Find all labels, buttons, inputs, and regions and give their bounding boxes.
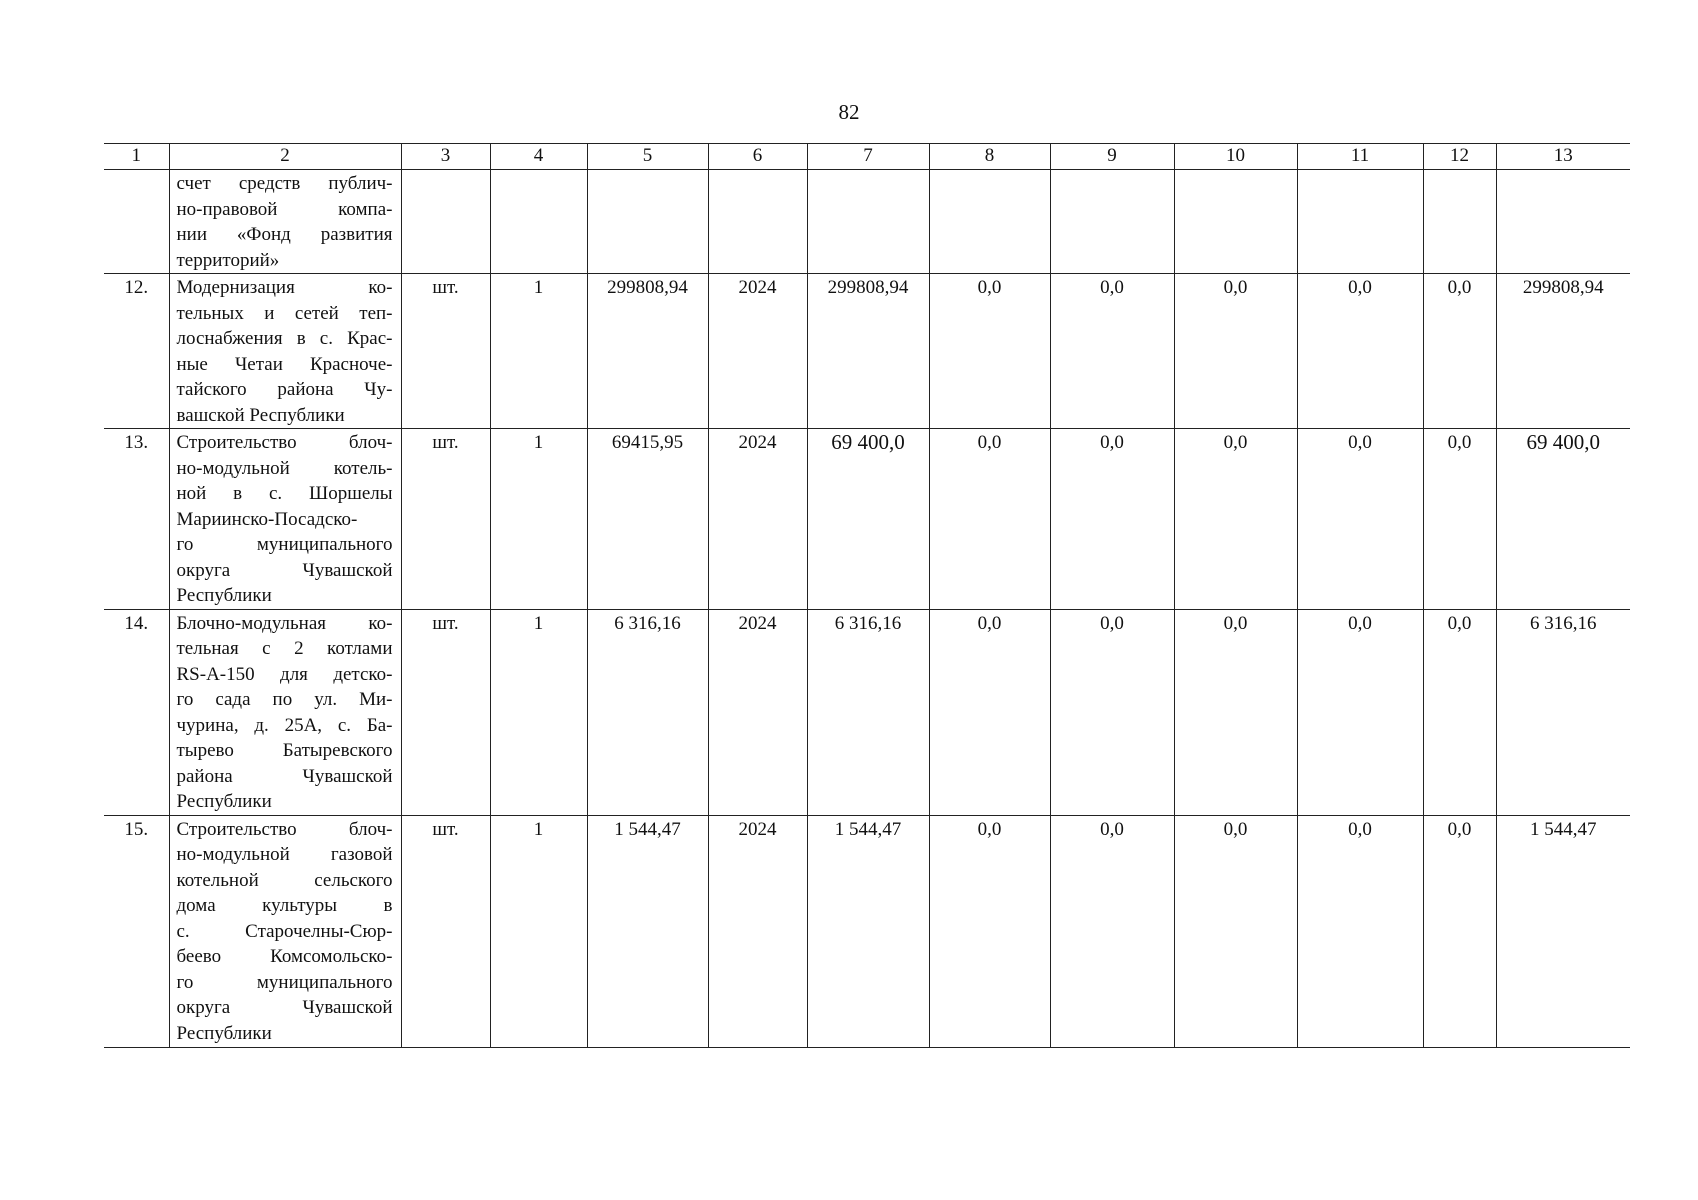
value-cell: 0,0: [1423, 815, 1496, 1047]
year-cell: 2024: [708, 609, 807, 815]
value-cell: 0,0: [1050, 609, 1174, 815]
table-row: [104, 429, 1630, 610]
description-line: территорий»: [176, 249, 280, 271]
quantity-cell: 1: [490, 609, 587, 815]
column-header: 5: [587, 144, 708, 170]
value-cell: 6 316,16: [1496, 609, 1630, 815]
quantity-cell: [490, 170, 587, 274]
column-header: 6: [708, 144, 807, 170]
value-cell: 0,0: [1297, 815, 1423, 1047]
value-cell: 299808,94: [1496, 274, 1630, 429]
value-cell: 6 316,16: [807, 609, 929, 815]
value-cell: [1297, 170, 1423, 274]
value-cell: 299808,94: [807, 274, 929, 429]
description-line: округа Чувашской: [176, 559, 393, 581]
value-cell: 0,0: [1423, 609, 1496, 815]
description-line: котельной сельского: [176, 869, 393, 891]
value-cell: 0,0: [1297, 609, 1423, 815]
value-cell: 0,0: [1174, 274, 1297, 429]
column-header: 4: [490, 144, 587, 170]
description-line: го муниципального: [176, 534, 393, 555]
description-line: беево Комсомольско-: [176, 946, 393, 967]
description-line: Модернизация ко-: [176, 277, 393, 298]
value-cell: 69 400,0: [807, 429, 929, 610]
description-line: тайского района Чу-: [176, 379, 393, 400]
description-line: нии «Фонд развития: [176, 224, 393, 245]
description-line: RS-A-150 для детско-: [176, 663, 393, 685]
description-cell: [169, 429, 401, 610]
description-cell: [169, 170, 401, 274]
unit-cell: [401, 170, 490, 274]
column-header: 11: [1297, 144, 1423, 170]
year-cell: 2024: [708, 815, 807, 1047]
description-line: с. Старочелны-Сюр-: [176, 920, 393, 942]
value-cell: 1 544,47: [807, 815, 929, 1047]
value-cell: [1496, 170, 1630, 274]
year-cell: 2024: [708, 429, 807, 610]
description-line: дома культуры в: [176, 895, 393, 916]
description-line: Республики: [176, 791, 272, 812]
quantity-cell: 1: [490, 815, 587, 1047]
description-line: Строительство блоч-: [176, 432, 393, 453]
value-cell: 0,0: [1050, 815, 1174, 1047]
value-cell: [807, 170, 929, 274]
value-cell: 299808,94: [587, 274, 708, 429]
program-table: [104, 143, 1630, 1048]
description-line: Республики: [176, 585, 272, 606]
description-line: чурина, д. 25А, с. Ба-: [176, 714, 393, 736]
description-cell: [169, 609, 401, 815]
table-row: [104, 609, 1630, 815]
value-cell: [1423, 170, 1496, 274]
value-cell: 0,0: [929, 609, 1050, 815]
unit-cell: шт.: [401, 429, 490, 610]
row-number-cell: [104, 170, 169, 274]
description-line: вашской Республики: [176, 404, 345, 426]
description-line: ные Четаи Красноче-: [176, 353, 393, 375]
value-cell: 0,0: [1174, 609, 1297, 815]
description-line: района Чувашской: [176, 765, 393, 787]
value-cell: [587, 170, 708, 274]
description-line: тырево Батыревского: [176, 740, 393, 761]
column-header: 3: [401, 144, 490, 170]
column-header: 9: [1050, 144, 1174, 170]
unit-cell: шт.: [401, 274, 490, 429]
table-row: [104, 274, 1630, 429]
column-header: 1: [104, 144, 169, 170]
column-header: 8: [929, 144, 1050, 170]
table-row: [104, 815, 1630, 1047]
description-line: ной в с. Шоршелы: [176, 483, 393, 504]
year-cell: 2024: [708, 274, 807, 429]
description-cell: [169, 274, 401, 429]
value-cell: 0,0: [1050, 429, 1174, 610]
quantity-cell: 1: [490, 429, 587, 610]
value-cell: [1174, 170, 1297, 274]
value-cell: [1050, 170, 1174, 274]
column-header: 2: [169, 144, 401, 170]
column-header: 7: [807, 144, 929, 170]
value-cell: 1 544,47: [587, 815, 708, 1047]
column-header: 12: [1423, 144, 1496, 170]
description-line: Республики: [176, 1022, 272, 1044]
description-line: округа Чувашской: [176, 997, 393, 1018]
value-cell: 69415,95: [587, 429, 708, 610]
description-line: го муниципального: [176, 971, 393, 993]
value-cell: 0,0: [929, 274, 1050, 429]
table-row-continuation: [104, 170, 1630, 274]
row-number-cell: 15.: [104, 815, 169, 1047]
description-line: но-модульной котель-: [176, 457, 393, 479]
description-line: тельных и сетей теп-: [176, 302, 393, 324]
value-cell: 0,0: [1423, 274, 1496, 429]
value-cell: 0,0: [1297, 274, 1423, 429]
value-cell: 0,0: [1423, 429, 1496, 610]
value-cell: 0,0: [1050, 274, 1174, 429]
value-cell: 0,0: [929, 429, 1050, 610]
column-header: 13: [1496, 144, 1630, 170]
value-cell: [929, 170, 1050, 274]
value-cell: 69 400,0: [1496, 429, 1630, 610]
row-number-cell: 13.: [104, 429, 169, 610]
description-line: Мариинско-Посадско-: [176, 508, 358, 530]
row-number-cell: 12.: [104, 274, 169, 429]
row-number-cell: 14.: [104, 609, 169, 815]
page-number: 82: [838, 100, 860, 124]
description-line: тельная с 2 котлами: [176, 638, 393, 659]
unit-cell: шт.: [401, 815, 490, 1047]
year-cell: [708, 170, 807, 274]
description-line: Строительство блоч-: [176, 818, 393, 840]
description-line: го сада по ул. Ми-: [176, 689, 393, 710]
header-row: [104, 144, 1630, 170]
value-cell: 0,0: [929, 815, 1050, 1047]
value-cell: 0,0: [1174, 815, 1297, 1047]
description-line: счет средств публич-: [176, 173, 393, 194]
description-line: но-модульной газовой: [176, 844, 393, 865]
value-cell: 0,0: [1297, 429, 1423, 610]
quantity-cell: 1: [490, 274, 587, 429]
unit-cell: шт.: [401, 609, 490, 815]
description-line: лоснабжения в с. Крас-: [176, 328, 393, 349]
value-cell: 6 316,16: [587, 609, 708, 815]
value-cell: 1 544,47: [1496, 815, 1630, 1047]
description-cell: [169, 815, 401, 1047]
description-line: Блочно-модульная ко-: [176, 612, 393, 634]
description-line: но-правовой компа-: [176, 198, 393, 220]
value-cell: 0,0: [1174, 429, 1297, 610]
column-header: 10: [1174, 144, 1297, 170]
